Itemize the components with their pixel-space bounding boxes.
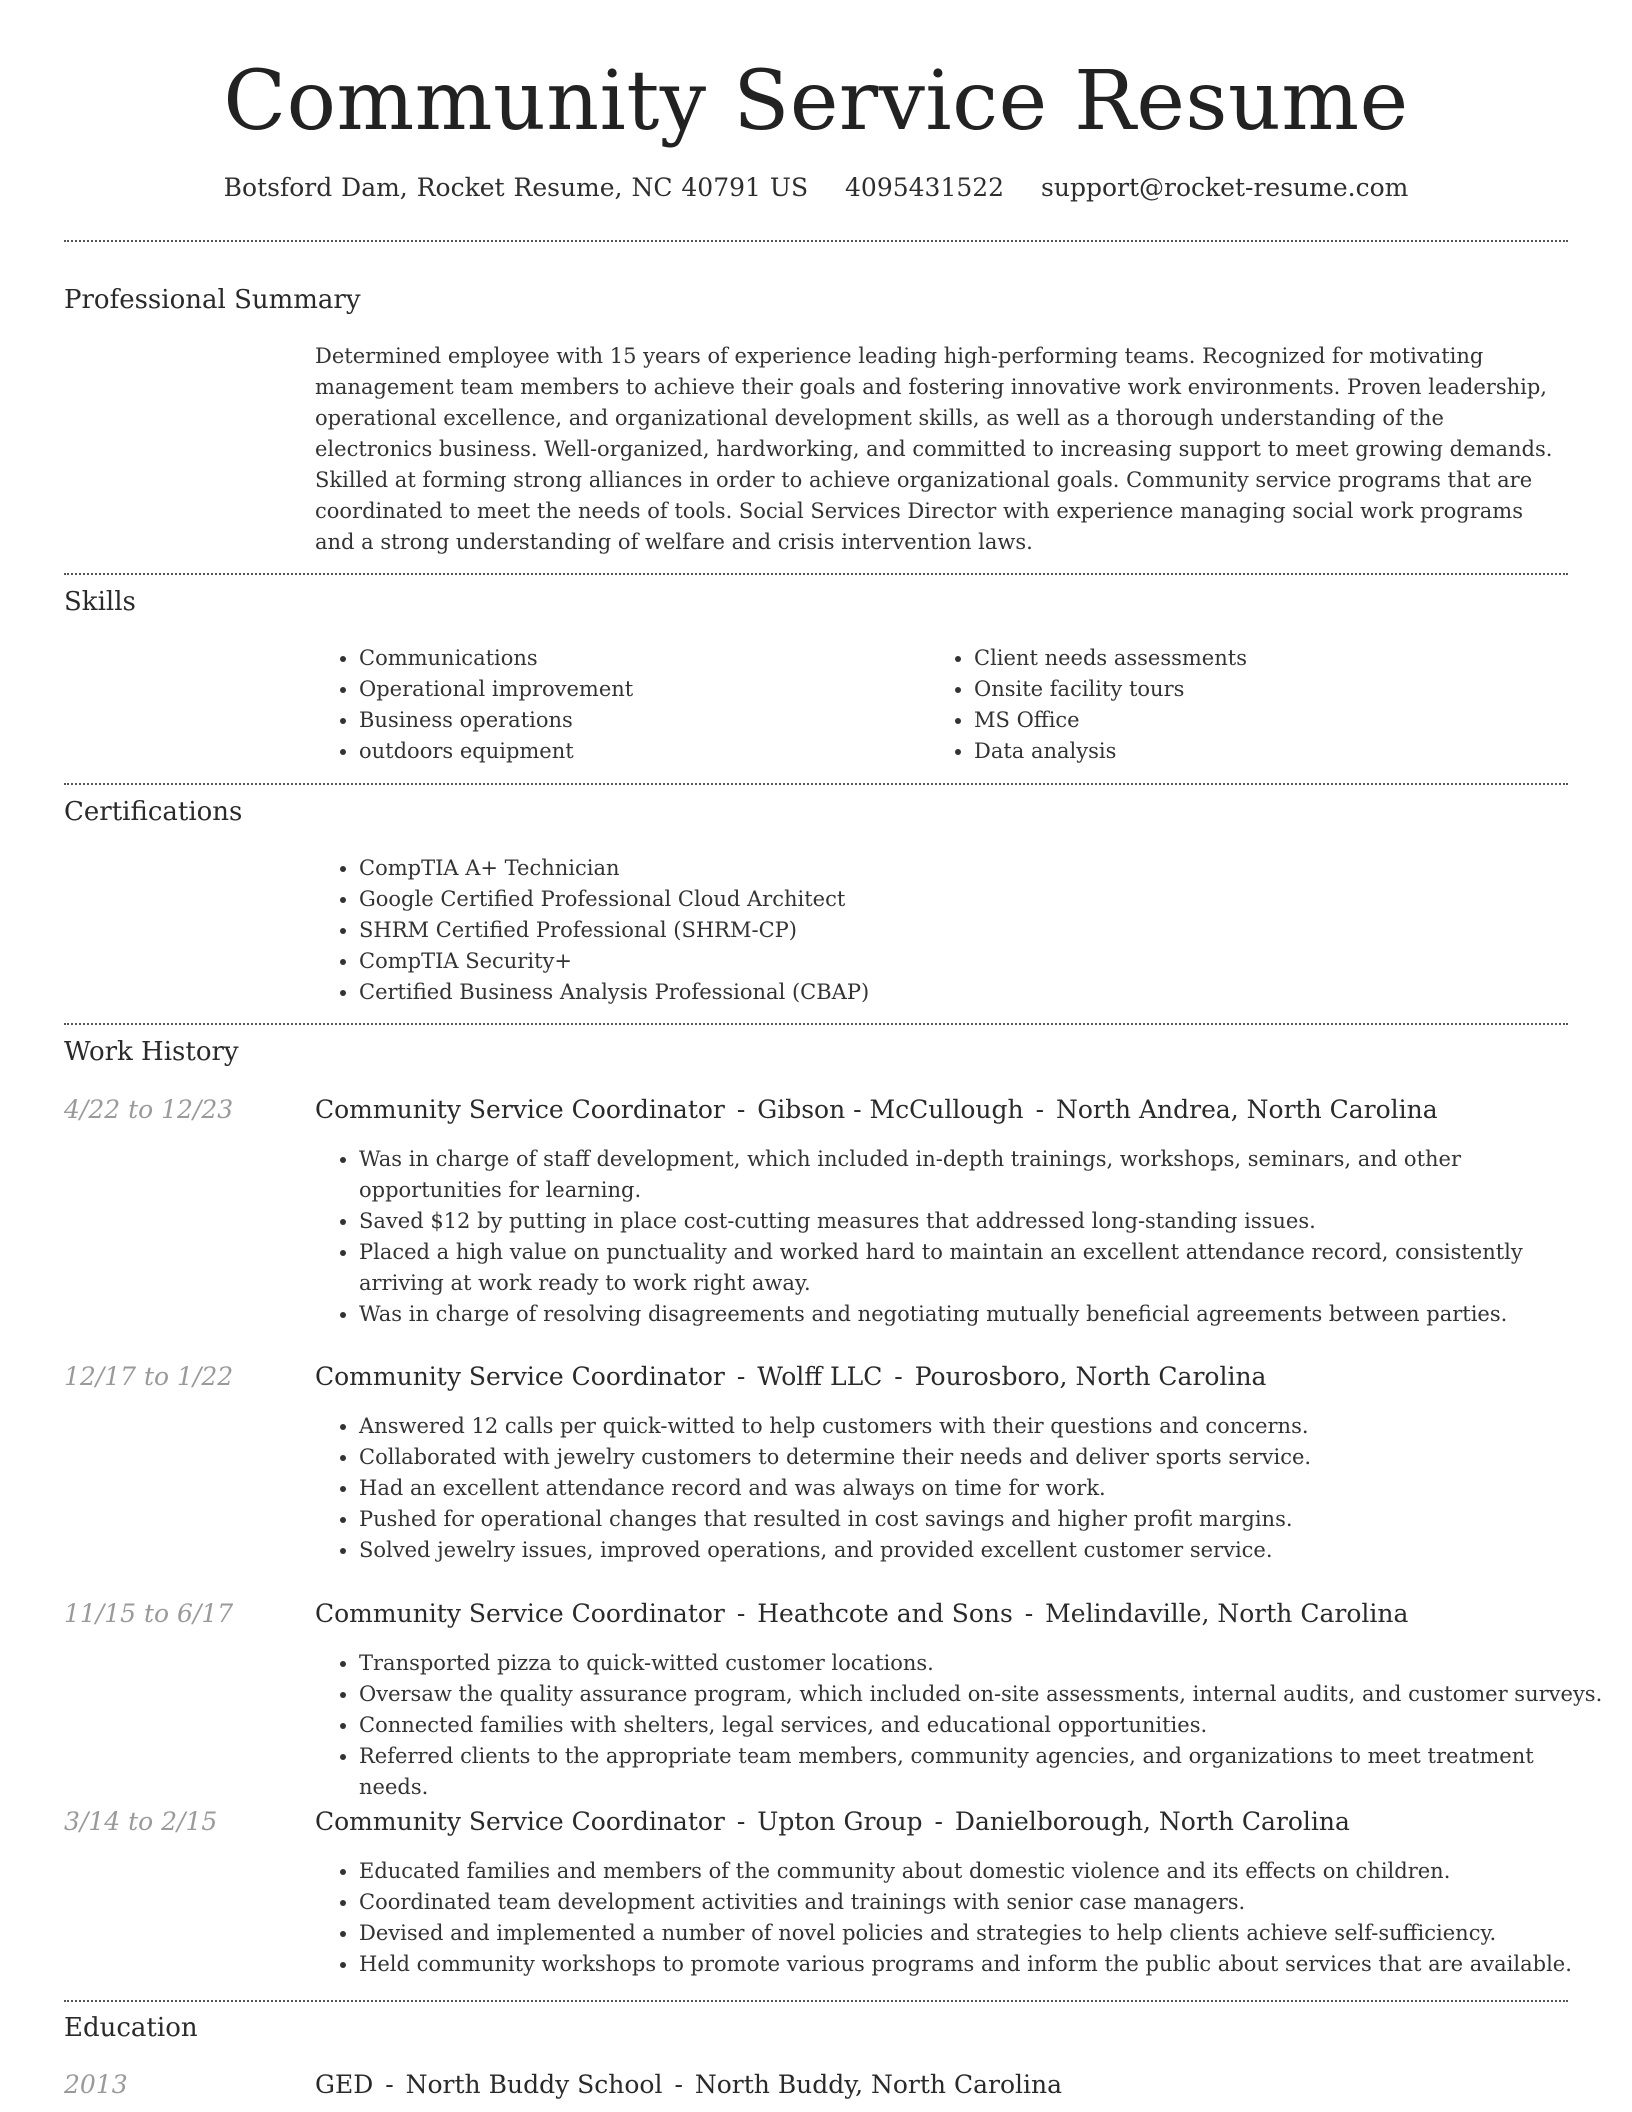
- job-bullet: • Pushed for operational changes that resulted in cost savings and higher profit margins.: [359, 1504, 1609, 1535]
- job-company: Gibson - McCullough: [757, 1095, 1024, 1124]
- divider: [64, 573, 1568, 575]
- job-bullets: [315, 1411, 1609, 1566]
- job-bullet: • Placed a high value on punctuality and worked hard to maintain an excellent attendance record, consistently arriving at work ready to work right away.: [359, 1237, 1609, 1299]
- education-separator: -: [385, 2070, 394, 2099]
- contact-email: support@rocket-resume.com: [1041, 173, 1409, 202]
- job-bullet: • Held community workshops to promote various programs and inform the public about services that are available.: [359, 1949, 1609, 1980]
- job-bullet: • Devised and implemented a number of novel policies and strategies to help clients achieve self-sufficiency.: [359, 1918, 1609, 1949]
- education-year: 2013: [64, 2070, 128, 2099]
- job-bullet: • Had an excellent attendance record and was always on time for work.: [359, 1473, 1609, 1504]
- certifications-list: [315, 853, 1599, 1008]
- job-bullet: • Referred clients to the appropriate team members, community agencies, and organizations to meet treatment needs.: [359, 1741, 1609, 1803]
- skill-item: • Business operations: [359, 705, 919, 736]
- job-company: Upton Group: [757, 1807, 923, 1836]
- job-separator: -: [736, 1095, 746, 1124]
- education-degree: GED: [315, 2070, 374, 2099]
- job-separator: -: [1024, 1599, 1034, 1628]
- job-bullets: [315, 1648, 1609, 1803]
- job-role: Community Service Coordinator: [315, 1362, 725, 1391]
- job-bullet: • Coordinated team development activities and trainings with senior case managers.: [359, 1887, 1609, 1918]
- contact-line: [0, 170, 1632, 206]
- job-separator: -: [736, 1807, 746, 1836]
- section-title-work-history: Work History: [64, 1037, 239, 1067]
- job-bullet: • Solved jewelry issues, improved operations, and provided excellent customer service.: [359, 1535, 1609, 1566]
- job-location: Pourosboro, North Carolina: [914, 1362, 1267, 1391]
- certification-item: • CompTIA Security+: [359, 946, 1599, 977]
- job-role: Community Service Coordinator: [315, 1095, 725, 1124]
- job-location: Melindaville, North Carolina: [1045, 1599, 1409, 1628]
- job-separator: -: [934, 1807, 943, 1836]
- job-bullet: • Saved $12 by putting in place cost-cutting measures that addressed long-standing issues.: [359, 1206, 1609, 1237]
- job-bullets: [315, 1144, 1609, 1330]
- job-company: Heathcote and Sons: [757, 1599, 1013, 1628]
- skill-item: • MS Office: [974, 705, 1534, 736]
- skill-item: • Data analysis: [974, 736, 1534, 767]
- resume-name: Community Service Resume: [223, 54, 1409, 149]
- education-separator: -: [674, 2070, 683, 2099]
- job-dates: 11/15 to 6/17: [64, 1599, 234, 1628]
- job-heading: [315, 1597, 1408, 1631]
- contact-address: Botsford Dam, Rocket Resume, NC 40791 US: [223, 173, 809, 202]
- section-title-certifications: Certifications: [64, 797, 243, 827]
- job-company: Wolff LLC: [757, 1362, 883, 1391]
- summary-text: Determined employee with 15 years of experience leading high-performing teams. Recognized for motivating management team members to achieve their goals and fostering innovative work environments. Proven leadership, operational excellence, and organizational development skills, as well as a thorough understanding of the electronics business. Well-organized, hardworking, and committed to increasing support to meet growing demands. Skilled at forming strong alliances in order to achieve organizational goals. Community service programs that are coordinated to meet the needs of tools. Social Services Director with experience managing social work programs and a strong understanding of welfare and crisis intervention laws.: [315, 344, 1553, 554]
- job-location: Danielborough, North Carolina: [954, 1807, 1350, 1836]
- divider: [64, 1023, 1568, 1025]
- divider: [64, 240, 1568, 242]
- section-title-skills: Skills: [64, 587, 136, 617]
- section-title-summary: Professional Summary: [64, 285, 361, 315]
- certification-item: • Google Certified Professional Cloud Architect: [359, 884, 1599, 915]
- education-heading: [315, 2068, 1062, 2102]
- education-school: North Buddy School: [405, 2070, 663, 2099]
- job-separator: -: [894, 1362, 903, 1391]
- job-heading: [315, 1093, 1438, 1127]
- job-bullet: • Was in charge of staff development, which included in-depth trainings, workshops, seminars, and other opportunities for learning.: [359, 1144, 1609, 1206]
- job-bullet: • Oversaw the quality assurance program, which included on-site assessments, internal audits, and customer surveys.: [359, 1679, 1609, 1710]
- job-bullets: [315, 1856, 1609, 1980]
- section-title-education: Education: [64, 2013, 198, 2043]
- job-bullet: • Transported pizza to quick-witted customer locations.: [359, 1648, 1609, 1679]
- job-dates: 4/22 to 12/23: [64, 1095, 234, 1124]
- job-bullet: • Connected families with shelters, legal services, and educational opportunities.: [359, 1710, 1609, 1741]
- job-separator: -: [1035, 1095, 1045, 1124]
- job-bullet: • Educated families and members of the community about domestic violence and its effects on children.: [359, 1856, 1609, 1887]
- job-dates: 3/14 to 2/15: [64, 1807, 218, 1836]
- certification-item: • Certified Business Analysis Professional (CBAP): [359, 977, 1599, 1008]
- job-separator: -: [736, 1362, 746, 1391]
- divider: [64, 783, 1568, 785]
- skill-item: • Operational improvement: [359, 674, 919, 705]
- job-dates: 12/17 to 1/22: [64, 1362, 234, 1391]
- job-bullet: • Answered 12 calls per quick-witted to help customers with their questions and concerns.: [359, 1411, 1609, 1442]
- contact-phone: 4095431522: [845, 173, 1005, 202]
- skill-item: • Client needs assessments: [974, 643, 1534, 674]
- divider: [64, 2000, 1568, 2002]
- skills-list-left: [315, 643, 919, 767]
- skill-item: • Communications: [359, 643, 919, 674]
- job-location: North Andrea, North Carolina: [1055, 1095, 1438, 1124]
- skill-item: • Onsite facility tours: [974, 674, 1534, 705]
- education-location: North Buddy, North Carolina: [694, 2070, 1062, 2099]
- job-role: Community Service Coordinator: [315, 1599, 725, 1628]
- certification-item: • CompTIA A+ Technician: [359, 853, 1599, 884]
- skills-list-right: [930, 643, 1534, 767]
- job-role: Community Service Coordinator: [315, 1807, 725, 1836]
- job-separator: -: [736, 1599, 746, 1628]
- job-bullet: • Collaborated with jewelry customers to determine their needs and deliver sports service.: [359, 1442, 1609, 1473]
- skill-item: • outdoors equipment: [359, 736, 919, 767]
- certification-item: • SHRM Certified Professional (SHRM-CP): [359, 915, 1599, 946]
- job-bullet: • Was in charge of resolving disagreements and negotiating mutually beneficial agreements between parties.: [359, 1299, 1609, 1330]
- job-heading: [315, 1805, 1350, 1839]
- job-heading: [315, 1360, 1266, 1394]
